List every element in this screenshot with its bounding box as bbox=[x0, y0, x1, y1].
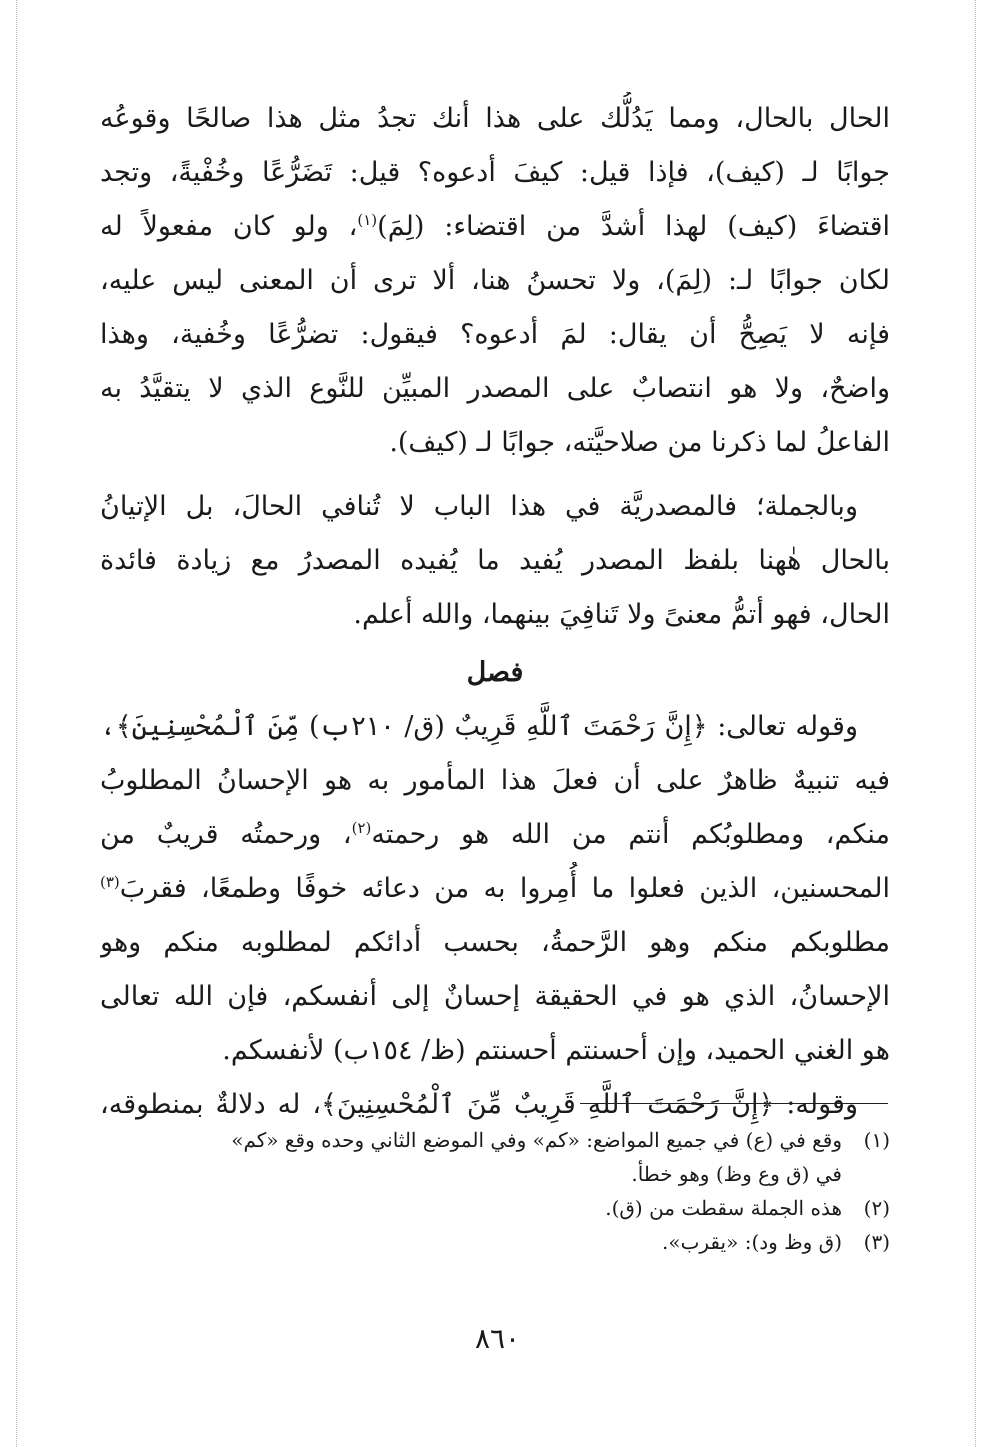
text-line: الحال بالحال، ومما يَدُلُّك على هذا أنك تجدُ مثل هذا صالحًا وقوعُه bbox=[100, 103, 890, 134]
footnote-number: (٣) bbox=[863, 1230, 890, 1254]
text-line bbox=[100, 200, 890, 254]
footnote-number: (١) bbox=[863, 1128, 890, 1152]
text-line: بالحال هٰهنا بلفظ المصدر يُفيد ما يُفيده المصدرُ مع زيادة فائدة bbox=[100, 545, 890, 576]
footnote-text: في (ق وع وظ) وهو خطأ. bbox=[631, 1162, 842, 1186]
footnote-number: (٢) bbox=[863, 1196, 890, 1220]
text-line: الحال، فهو أتمُّ معنىً ولا تَنافِيَ بينهما، والله أعلم. bbox=[353, 599, 890, 630]
footnotes bbox=[100, 1123, 890, 1259]
right-margin-guide bbox=[975, 0, 976, 1447]
main-text bbox=[100, 92, 890, 1132]
text-line: فإنه لا يَصِحُّ أن يقال: لمَ أدعوه؟ فيقول: تضرُّعًا وخُفية، وهذا bbox=[100, 319, 890, 350]
text-line: وقوله تعالى: ﴿إِنَّ رَحْمَتَ ٱللَّهِ قَرِيبٌ (ق/ ٢١٠ب) مِّنَ ٱلْمُحْسِنِينَ﴾، bbox=[100, 711, 858, 742]
text-line bbox=[100, 862, 890, 916]
text-line: الإحسانُ، الذي هو في الحقيقة إحسانٌ إلى أنفسكم، فإن الله تعالى bbox=[100, 981, 890, 1012]
text-line bbox=[100, 808, 890, 862]
footnote-3 bbox=[100, 1225, 890, 1259]
text-line: مطلوبكم منكم وهو الرَّحمةُ، بحسب أدائكم لمطلوبه منكم وهو bbox=[100, 927, 890, 958]
text-fragment: المحسنين، الذين فعلوا ما أُمِروا به من دعائه خوفًا وطمعًا، فقربَ bbox=[119, 873, 890, 904]
text-line: الفاعلُ لما ذكرنا من صلاحيَّته، جوابًا لـ (كيف). bbox=[389, 427, 890, 458]
footnote-text: هذه الجملة سقطت من (ق). bbox=[605, 1196, 842, 1220]
footnote-ref-1[interactable]: (١) bbox=[357, 211, 378, 229]
footnote-ref-3[interactable]: (٣) bbox=[100, 873, 120, 891]
footnote-1 bbox=[100, 1123, 890, 1157]
page-number: ٨٦٠ bbox=[474, 1322, 521, 1355]
left-margin-guide bbox=[16, 0, 17, 1447]
text-fragment: اقتضاءَ (كيف) لهذا أشدَّ من اقتضاء: (لِمَ) bbox=[377, 211, 890, 242]
footnote-2 bbox=[100, 1191, 890, 1225]
footnote-text: وقع في (ع) في جميع المواضع: «كم» وفي الموضع الثاني وحده وقع «كم» bbox=[231, 1128, 842, 1152]
text-fragment: ، ولو كان مفعولاً له bbox=[100, 211, 358, 242]
text-line: وقوله: ﴿إِنَّ رَحْمَتَ ٱللَّهِ قَرِيبٌ مِّنَ ٱلْمُحْسِنِينَ﴾، له دلالةٌ بمنطوقه، bbox=[100, 1089, 858, 1120]
text-line: لكان جوابًا لـ: (لِمَ)، ولا تحسنُ هنا، ألا ترى أن المعنى ليس عليه، bbox=[100, 265, 890, 296]
footnote-1-continuation bbox=[100, 1157, 890, 1191]
text-line: جوابًا لـ (كيف)، فإذا قيل: كيفَ أدعوه؟ قيل: تَضَرُّعًا وخُفْيةً، وتجد bbox=[100, 157, 890, 188]
section-heading: فصل bbox=[466, 657, 524, 688]
footnote-text: (ق وظ ود): «يقرب». bbox=[661, 1230, 842, 1254]
text-line: واضحٌ، ولا هو انتصابٌ على المصدر المبيِّن للنَّوع الذي لا يتقيَّدُ به bbox=[100, 373, 890, 404]
footnote-separator bbox=[580, 1103, 888, 1104]
text-fragment: منكم، ومطلوبُكم أنتم من الله هو رحمته bbox=[371, 819, 890, 850]
text-line: هو الغني الحميد، وإن أحسنتم أحسنتم (ظ/ ١٥٤ب) لأنفسكم. bbox=[222, 1035, 890, 1066]
footnote-ref-2[interactable]: (٢) bbox=[351, 819, 372, 837]
text-line: وبالجملة؛ فالمصدريَّة في هذا الباب لا تُنافي الحالَ، بل الإتيانُ bbox=[100, 491, 858, 522]
text-fragment: ، ورحمتُه قريبٌ من bbox=[100, 819, 352, 850]
text-line: فيه تنبيهٌ ظاهرٌ على أن فعلَ هذا المأمور به هو الإحسانُ المطلوبُ bbox=[100, 765, 890, 796]
